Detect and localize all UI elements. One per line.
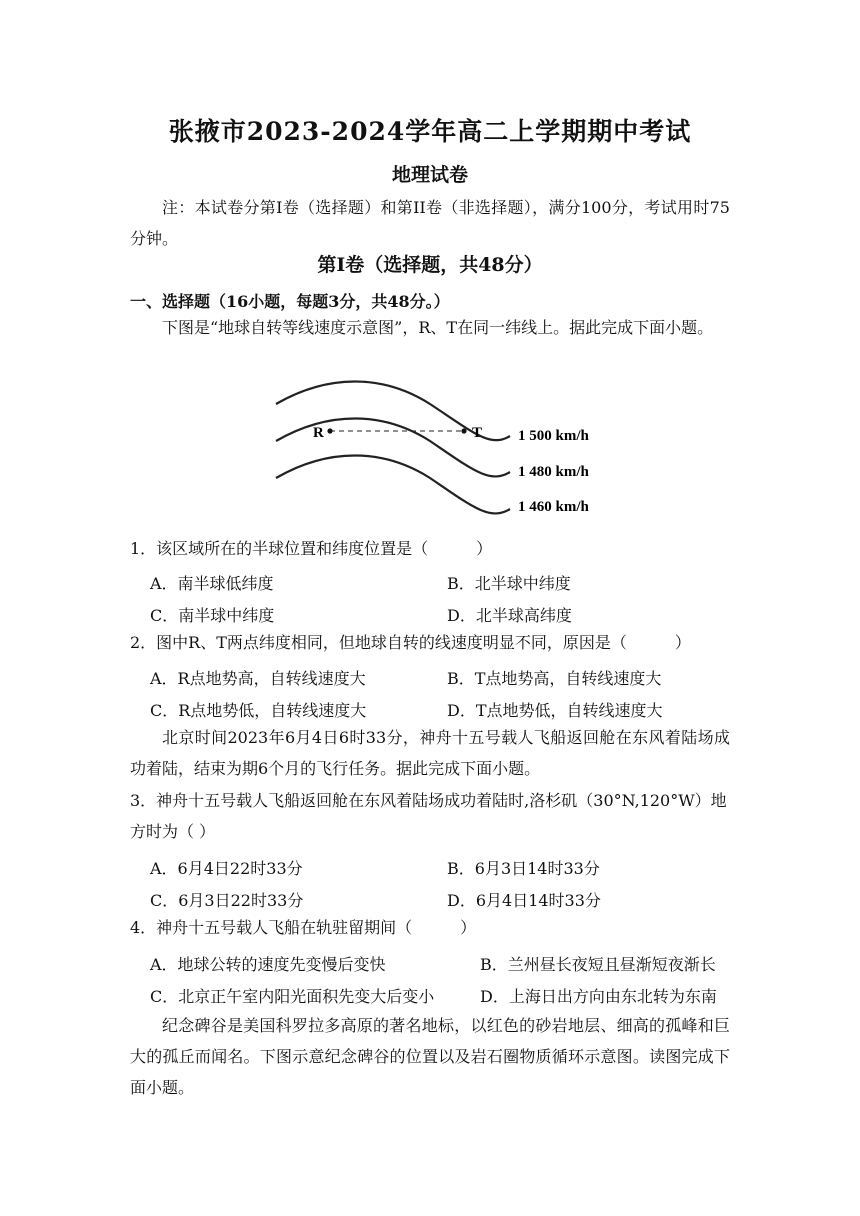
intro-monument-valley: 纪念碑谷是美国科罗拉多高原的著名地标，以红色的砂岩地层、细高的孤峰和巨大的孤丘而闻名。下图示意纪念碑谷的位置以及岩石圈物质循环示意图。读图完成下面小题。: [130, 1016, 730, 1097]
label-1460: 1 460 km/h: [518, 499, 589, 515]
isoline-1460: [276, 456, 510, 514]
question-4-option-a: A．地球公转的速度先变慢后变快: [150, 955, 386, 974]
intro-figure-1: 下图是“地球自转等线速度示意图”，R、T在同一纬线上。据此完成下面小题。: [162, 318, 714, 337]
question-1-stem: 1．该区域所在的半球位置和纬度位置是（ ）: [130, 539, 493, 558]
question-4-stem: 4．神舟十五号载人飞船在轨驻留期间（ ）: [130, 918, 477, 937]
exam-subtitle: 地理试卷: [391, 164, 468, 186]
label-r: R: [313, 425, 324, 441]
question-3-option-b: B．6月3日14时33分: [447, 859, 600, 878]
question-4-option-d: D．上海日出方向由东北转为东南: [480, 987, 717, 1006]
point-t: [461, 428, 466, 433]
point-r: [327, 428, 332, 433]
label-1500: 1 500 km/h: [518, 428, 589, 444]
part-title: 一、选择题（16小题，每题3分，共48分。）: [130, 292, 450, 311]
question-3-stem: 3．神舟十五号载人飞船返回舱在东风着陆场成功着陆时,洛杉矶（30°N,120°W）地方时为（ ）: [130, 791, 727, 841]
question-2-stem: 2．图中R、T两点纬度相同，但地球自转的线速度明显不同，原因是（ ）: [130, 633, 691, 652]
question-1-option-d: D．北半球高纬度: [447, 606, 572, 625]
question-1-option-c: C．南半球中纬度: [150, 606, 275, 625]
question-4-option-b: B．兰州昼长夜短且昼渐短夜渐长: [480, 955, 716, 974]
question-3-option-c: C．6月3日22时33分: [150, 891, 304, 910]
question-4-option-c: C．北京正午室内阳光面积先变大后变小: [150, 987, 435, 1006]
exam-title: 张掖市2023-2024学年高二上学期期中考试: [168, 117, 692, 146]
question-3-option-a: A．6月4日22时33分: [150, 859, 303, 878]
question-2-option-b: B．T点地势高，自转线速度大: [447, 669, 662, 688]
intro-shenzhou: 北京时间2023年6月4日6时33分，神舟十五号载人飞船返回舱在东风着陆场成功着陆，结束为期6个月的飞行任务。据此完成下面小题。: [130, 728, 730, 778]
question-2-option-a: A．R点地势高，自转线速度大: [150, 669, 366, 688]
label-1480: 1 480 km/h: [518, 464, 589, 480]
question-1-option-a: A．南半球低纬度: [150, 574, 274, 593]
question-2-option-c: C．R点地势低，自转线速度大: [150, 701, 367, 720]
section-title: 第I卷（选择题，共48分）: [317, 254, 543, 276]
question-3-option-d: D．6月4日14时33分: [447, 891, 601, 910]
question-1-option-b: B．北半球中纬度: [447, 574, 571, 593]
exam-note: 注：本试卷分第I卷（选择题）和第II卷（非选择题），满分100分，考试用时75分钟。: [130, 198, 730, 248]
label-t: T: [472, 425, 483, 441]
question-2-option-d: D．T点地势低，自转线速度大: [447, 701, 663, 720]
rotation-speed-figure: [268, 376, 598, 526]
